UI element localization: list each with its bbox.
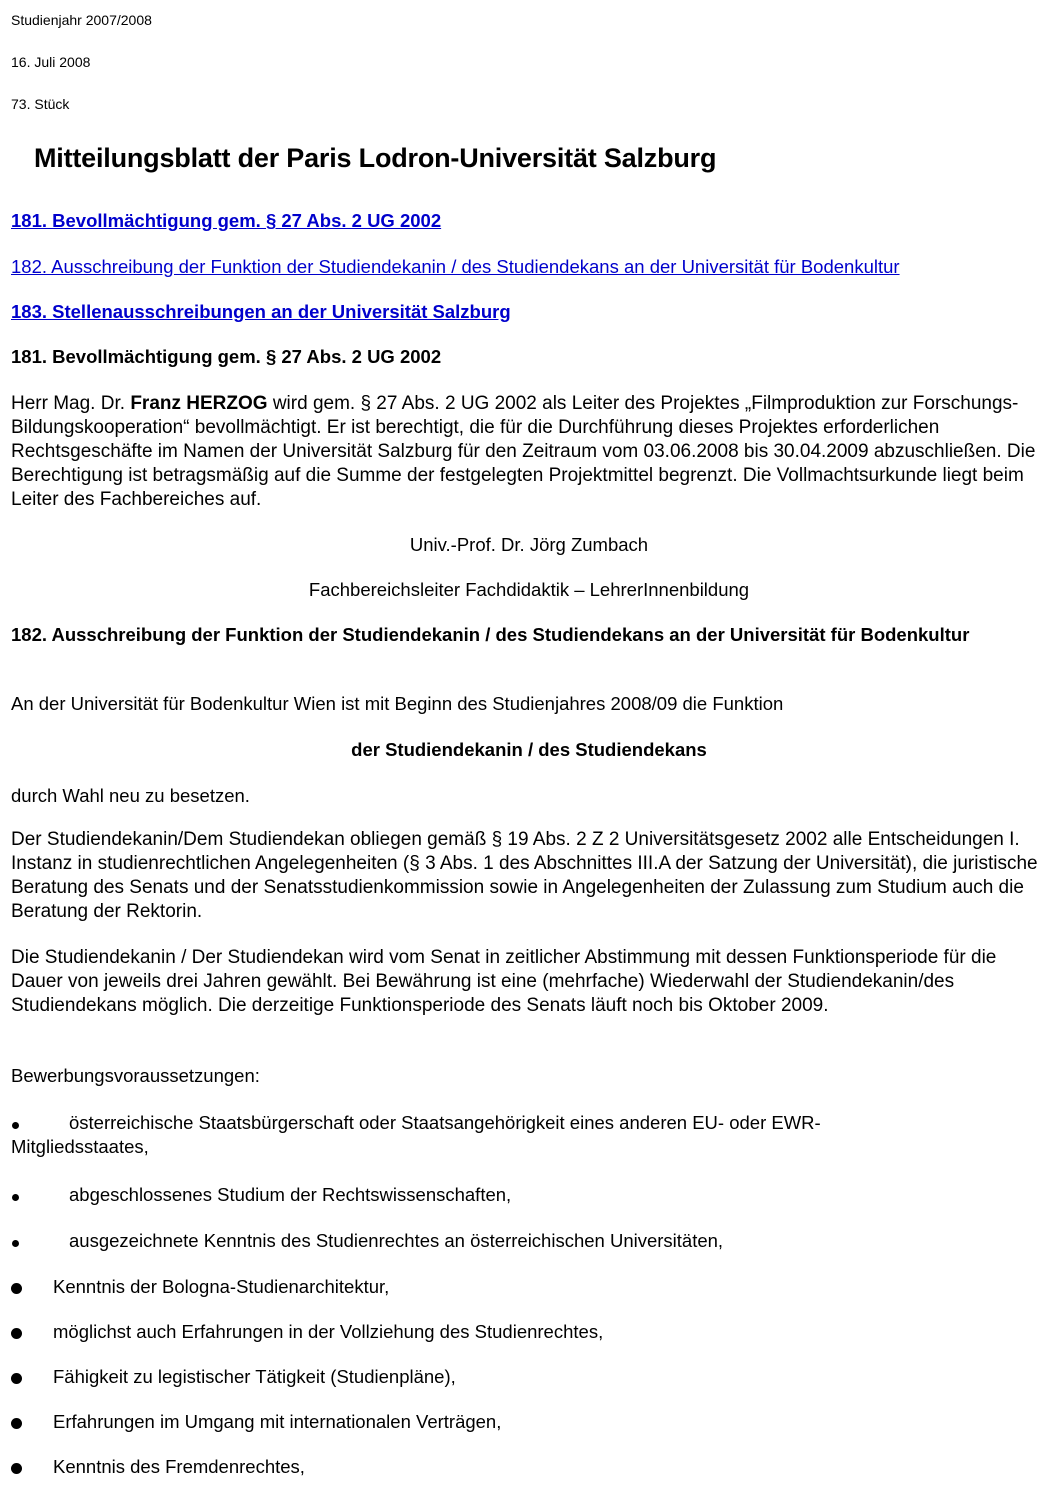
bullet-icon <box>11 1463 22 1474</box>
signatory-name: Univ.-Prof. Dr. Jörg Zumbach <box>409 534 649 555</box>
bullet-icon <box>11 1373 22 1384</box>
function-title: der Studiendekanin / des Studiendekans <box>351 739 707 760</box>
studienjahr-label: Studienjahr 2007/2008 <box>11 12 152 28</box>
bullet-icon <box>11 1283 22 1294</box>
toc-link-182[interactable]: 182. Ausschreibung der Funktion der Studiendekanin / des Studiendekans an der Universität für Bodenkultur <box>11 256 900 277</box>
list-item-text: Fähigkeit zu legistischer Tätigkeit (Studienpläne), <box>53 1366 456 1387</box>
bullet-icon <box>11 1418 22 1429</box>
section-181-heading: 181. Bevollmächtigung gem. § 27 Abs. 2 UG 2002 <box>11 346 442 367</box>
body-text: wird gem. § 27 Abs. 2 UG 2002 als Leiter des Projektes „Filmproduktion zur Forschungs-Bildungskooperation“ bevollmächtigt. Er ist berechtigt, die für die Durchführung dieses Projektes erforderlichen Rechtsgeschäfte im Namen der Universität Salzburg für den Zeitraum vom 03.06.2008 bis 30.04.2009 abzuschließen. Die Berechtigung ist betragsmäßig auf die Summe der festgelegten Projektmittel begrenzt. Die Vollmachtsurkunde liegt beim Leiter des Fachbereiches auf. <box>11 393 1036 510</box>
bullet-icon <box>12 1240 19 1247</box>
bullet-icon <box>11 1328 22 1339</box>
section-182-p4: Die Studiendekanin / Der Studiendekan wird vom Senat in zeitlicher Abstimmung mit dessen Funktionsperiode für die Dauer von jeweils drei Jahren gewählt. Bei Bewährung ist eine (mehrfache) Wiederwahl der Studiendekanin/des Studiendekans möglich. Die derzeitige Funktionsperiode des Senats läuft noch bis Oktober 2009. <box>11 947 997 1016</box>
toc-link-181[interactable]: 181. Bevollmächtigung gem. § 27 Abs. 2 UG 2002 <box>11 210 442 231</box>
list-item-text-cont: Mitgliedsstaates, <box>11 1136 149 1157</box>
list-item-text: möglichst auch Erfahrungen in der Vollziehung des Studienrechtes, <box>53 1321 604 1342</box>
section-182-p2: durch Wahl neu zu besetzen. <box>11 785 250 806</box>
bullet-icon <box>12 1122 19 1129</box>
issue-date: 16. Juli 2008 <box>11 54 91 70</box>
list-item-text: abgeschlossenes Studium der Rechtswissenschaften, <box>69 1184 512 1205</box>
signatory-role: Fachbereichsleiter Fachdidaktik – LehrerInnenbildung <box>308 579 750 600</box>
intro-prefix: Herr Mag. Dr. <box>11 393 131 414</box>
list-item-text: Erfahrungen im Umgang mit internationalen Verträgen, <box>53 1411 502 1432</box>
person-name: Franz HERZOG <box>130 393 268 414</box>
list-item-text: ausgezeichnete Kenntnis des Studienrechtes an österreichischen Universitäten, <box>69 1230 724 1251</box>
page-title: Mitteilungsblatt der Paris Lodron-Universität Salzburg <box>34 143 717 173</box>
issue-number: 73. Stück <box>11 96 70 112</box>
list-item-text: österreichische Staatsbürgerschaft oder Staatsangehörigkeit eines anderen EU- oder EWR- <box>69 1112 821 1133</box>
toc-link-183[interactable]: 183. Stellenausschreibungen an der Universität Salzburg <box>11 301 511 322</box>
requirements-label: Bewerbungsvoraussetzungen: <box>11 1065 260 1086</box>
bullet-icon <box>12 1194 19 1201</box>
section-182-p1: An der Universität für Bodenkultur Wien ist mit Beginn des Studienjahres 2008/09 die Funktion <box>11 693 784 714</box>
section-182-heading: 182. Ausschreibung der Funktion der Studiendekanin / des Studiendekans an der Universität für Bodenkultur <box>11 624 970 645</box>
list-item-text: Kenntnis der Bologna-Studienarchitektur, <box>53 1276 390 1297</box>
section-181-body <box>11 392 1041 512</box>
section-182-p3: Der Studiendekanin/Dem Studiendekan obliegen gemäß § 19 Abs. 2 Z 2 Universitätsgesetz 2002 alle Entscheidungen I. Instanz in studienrechtlichen Angelegenheiten (§ 3 Abs. 1 des Abschnittes III.A der Satzung der Universität), die juristische Beratung des Senats und der Senatsstudienkommission sowie in Angelegenheiten der Zulassung zum Studium auch die Beratung der Rektorin. <box>11 829 1038 922</box>
list-item-text: Kenntnis des Fremdenrechtes, <box>53 1456 305 1477</box>
